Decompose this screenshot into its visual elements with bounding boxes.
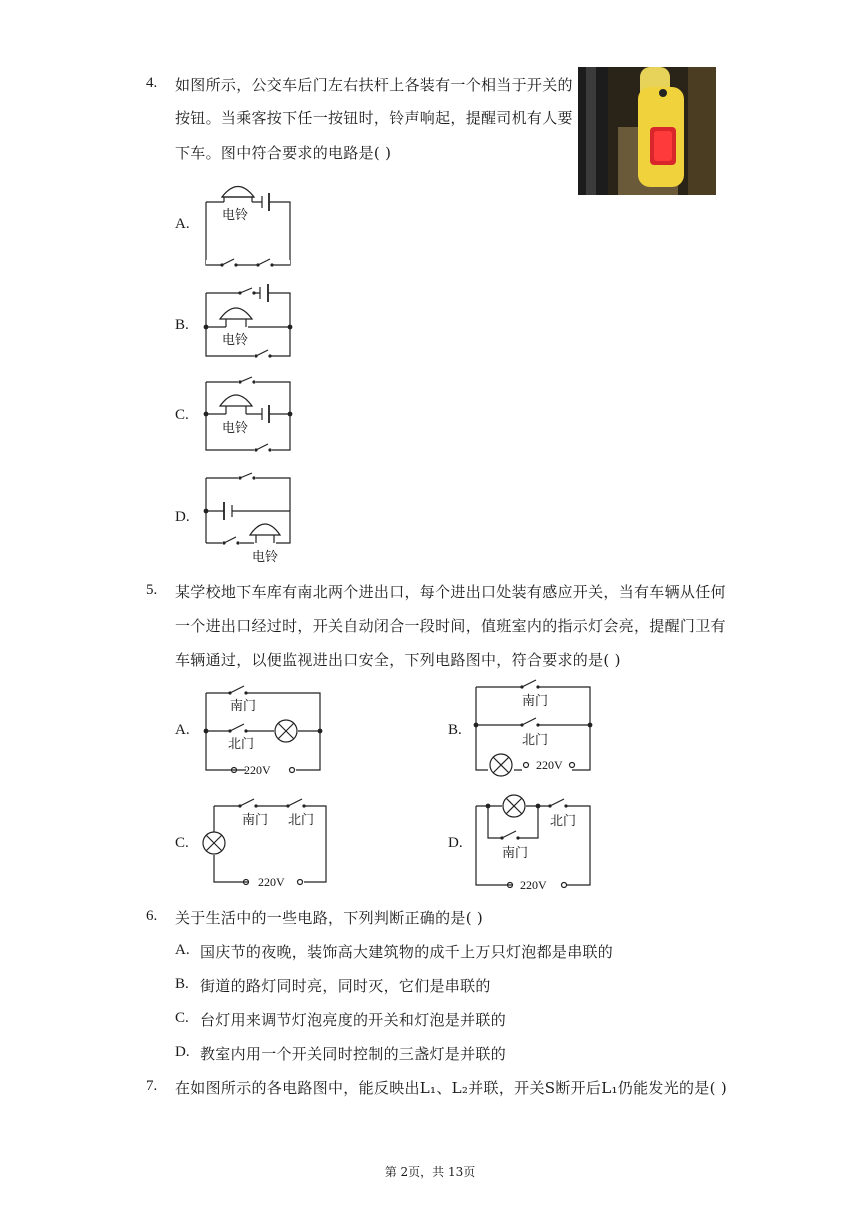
bell-label: 电铃 xyxy=(222,208,249,223)
q4-stem-line-2: 按钮。当乘客按下任一按钮时，铃声响起，提醒司机有人要 xyxy=(175,109,573,127)
q4-circuit-a xyxy=(200,172,300,272)
q6-stem: 关于生活中的一些电路，下列判断正确的是( ) xyxy=(175,909,484,927)
q5-option-b-label: B. xyxy=(448,722,462,738)
q4-circuit-c xyxy=(200,372,300,457)
q4-option-b-label: B. xyxy=(175,317,189,333)
page-footer: 第 2页，共 13页 xyxy=(384,1165,476,1179)
north-gate-label: 北门 xyxy=(228,737,255,752)
q5-circuit-c xyxy=(200,796,330,888)
voltage-label: 220V xyxy=(244,763,271,777)
q4-option-d-label: D. xyxy=(175,509,190,525)
q6-option-b-text: 街道的路灯同时亮，同时灭，它们是串联的 xyxy=(200,977,491,995)
north-gate-label: 北门 xyxy=(550,814,577,829)
q6-option-d-label: D. xyxy=(175,1044,190,1060)
q6-option-a-text: 国庆节的夜晚，装饰高大建筑物的成千上万只灯泡都是串联的 xyxy=(200,943,614,961)
q5-option-c-label: C. xyxy=(175,835,189,851)
q6-number: 6. xyxy=(146,908,158,924)
q5-circuit-b xyxy=(472,678,597,778)
south-gate-label: 南门 xyxy=(230,699,257,714)
voltage-label: 220V xyxy=(520,878,547,892)
q5-option-d-label: D. xyxy=(448,835,463,851)
q4-stem-line-1: 如图所示，公交车后门左右扶杆上各装有一个相当于开关的 xyxy=(175,76,573,94)
north-gate-label: 北门 xyxy=(522,733,549,748)
q6-option-a-label: A. xyxy=(175,942,190,958)
q6-option-d-text: 教室内用一个开关同时控制的三盏灯是并联的 xyxy=(200,1045,507,1063)
q6-option-c-text: 台灯用来调节灯泡亮度的开关和灯泡是并联的 xyxy=(200,1011,507,1029)
bell-label: 电铃 xyxy=(222,421,249,436)
south-gate-label: 南门 xyxy=(502,846,529,861)
q4-circuit-b xyxy=(200,283,300,363)
bus-button-photo xyxy=(578,67,716,195)
q4-stem-line-3: 下车。图中符合要求的电路是( ) xyxy=(175,144,392,162)
north-gate-label: 北门 xyxy=(288,813,315,828)
voltage-label: 220V xyxy=(258,875,285,889)
q6-option-b-label: B. xyxy=(175,976,189,992)
bell-label: 电铃 xyxy=(222,333,249,348)
q6-option-c-label: C. xyxy=(175,1010,189,1026)
q5-stem-line-3: 车辆通过，以便监视进出口安全，下列电路图中，符合要求的是( ) xyxy=(175,651,621,669)
south-gate-label: 南门 xyxy=(522,694,549,709)
q5-circuit-a xyxy=(200,684,325,776)
q5-circuit-d xyxy=(472,792,597,890)
voltage-label: 220V xyxy=(536,758,563,772)
q5-stem-line-1: 某学校地下车库有南北两个进出口，每个进出口处装有感应开关，当有车辆从任何 xyxy=(175,583,726,601)
south-gate-label: 南门 xyxy=(242,813,269,828)
q4-number: 4. xyxy=(146,75,158,91)
q4-circuit-d xyxy=(200,467,300,567)
q5-option-a-label: A. xyxy=(175,722,190,738)
q4-option-c-label: C. xyxy=(175,407,189,423)
q5-number: 5. xyxy=(146,582,158,598)
q5-stem-line-2: 一个进出口经过时，开关自动闭合一段时间，值班室内的指示灯会亮，提醒门卫有 xyxy=(175,617,726,635)
bell-label: 电铃 xyxy=(252,550,279,565)
q7-stem: 在如图所示的各电路图中，能反映出L₁、L₂并联，开关S断开后L₁仍能发光的是( ) xyxy=(175,1079,727,1097)
q4-option-a-label: A. xyxy=(175,216,190,232)
q7-number: 7. xyxy=(146,1078,158,1094)
